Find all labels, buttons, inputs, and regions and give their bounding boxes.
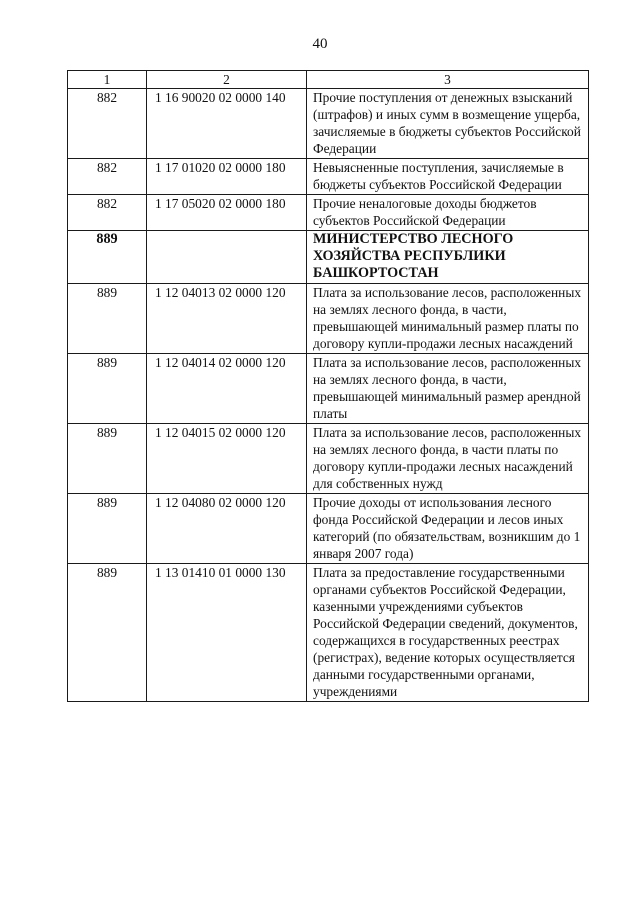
description-cell: Прочие доходы от использования лесного фонда Российской Федерации и лесов иных категорий (по обязательствам, возникшим до 1 января 2007 года)	[307, 494, 589, 564]
table-row	[68, 284, 589, 354]
admin-code-cell: 882	[68, 89, 147, 159]
description-cell: Плата за использование лесов, расположенных на землях лесного фонда, в части, превышающей минимальный размер арендной платы	[307, 354, 589, 424]
table-row	[68, 494, 589, 564]
budget-code-cell: 1 12 04015 02 0000 120	[147, 424, 307, 494]
page-number: 40	[312, 36, 328, 52]
table-row	[68, 89, 589, 159]
admin-code-cell: 889	[68, 231, 147, 284]
budget-code-cell: 1 12 04080 02 0000 120	[147, 494, 307, 564]
budget-code-cell: 1 17 01020 02 0000 180	[147, 159, 307, 195]
table-row	[68, 159, 589, 195]
budget-code-cell: 1 17 05020 02 0000 180	[147, 195, 307, 231]
admin-code-cell: 889	[68, 284, 147, 354]
column-header-3: 3	[307, 71, 589, 89]
budget-code-cell: 1 12 04014 02 0000 120	[147, 354, 307, 424]
table-row	[68, 424, 589, 494]
table-row	[68, 195, 589, 231]
budget-code-cell: 1 16 90020 02 0000 140	[147, 89, 307, 159]
description-cell: Прочие неналоговые доходы бюджетов субъектов Российской Федерации	[307, 195, 589, 231]
description-cell: Невыясненные поступления, зачисляемые в бюджеты субъектов Российской Федерации	[307, 159, 589, 195]
table-row	[68, 564, 589, 702]
description-cell: МИНИСТЕРСТВО ЛЕСНОГО ХОЗЯЙСТВА РЕСПУБЛИКИ БАШКОРТОСТАН	[307, 231, 589, 284]
budget-code-cell: 1 12 04013 02 0000 120	[147, 284, 307, 354]
revenue-codes-table	[67, 70, 589, 702]
admin-code-cell: 889	[68, 564, 147, 702]
description-cell: Плата за использование лесов, расположенных на землях лесного фонда, в части платы по договору купли-продажи лесных насаждений для собственных нужд	[307, 424, 589, 494]
description-cell: Прочие поступления от денежных взысканий (штрафов) и иных сумм в возмещение ущерба, зачисляемые в бюджеты субъектов Российской Федерации	[307, 89, 589, 159]
admin-code-cell: 889	[68, 424, 147, 494]
table-row	[68, 354, 589, 424]
description-cell: Плата за использование лесов, расположенных на землях лесного фонда, в части, превышающей минимальный размер платы по договору купли-продажи лесных насаждений	[307, 284, 589, 354]
table-body	[68, 89, 589, 702]
admin-code-cell: 882	[68, 195, 147, 231]
budget-code-cell	[147, 231, 307, 284]
admin-code-cell: 882	[68, 159, 147, 195]
admin-code-cell: 889	[68, 494, 147, 564]
table-header-row	[68, 71, 589, 89]
description-cell: Плата за предоставление государственными органами субъектов Российской Федерации, казенными учреждениями субъектов Российской Федерации сведений, документов, содержащихся в государственных реестрах (регистрах), ведение которых осуществляется данными государственными органами, учреждениями	[307, 564, 589, 702]
budget-code-cell: 1 13 01410 01 0000 130	[147, 564, 307, 702]
admin-code-cell: 889	[68, 354, 147, 424]
table-row-section-heading	[68, 231, 589, 284]
column-header-1: 1	[68, 71, 147, 89]
column-header-2: 2	[147, 71, 307, 89]
